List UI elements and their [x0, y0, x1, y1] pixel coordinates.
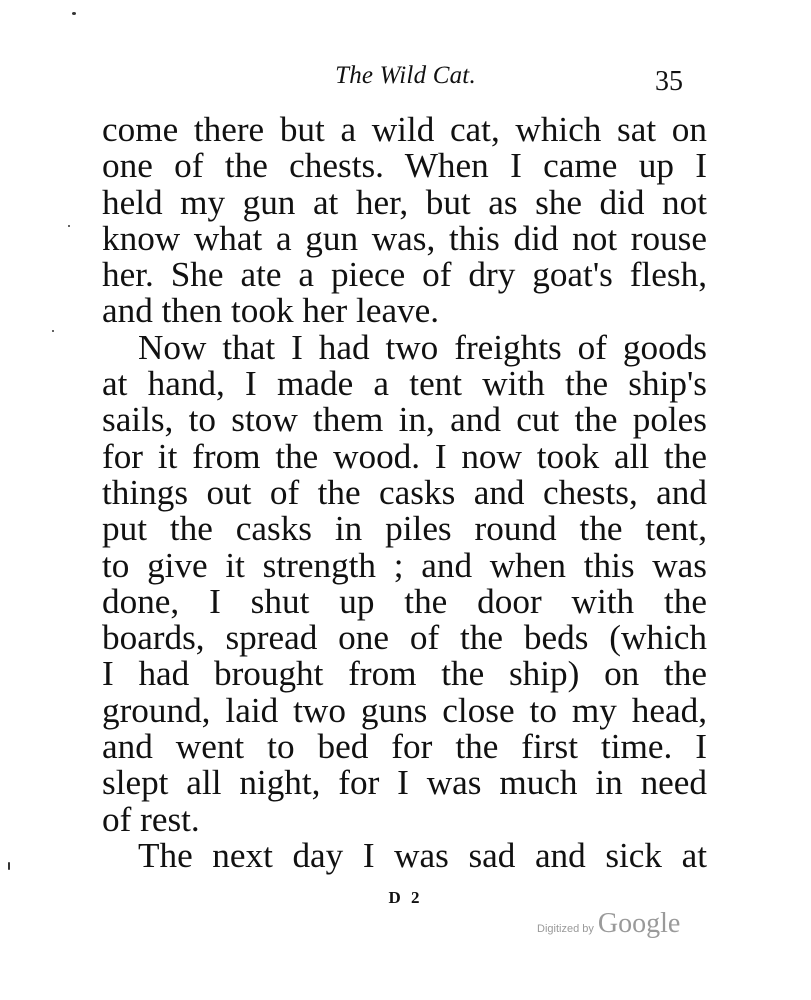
scan-speck — [72, 12, 76, 15]
page-number: 35 — [655, 66, 683, 97]
text-line: at hand, I made a tent with the ship's — [102, 364, 707, 404]
text-line: her. She ate a piece of dry goat's flesh, — [102, 255, 707, 295]
text-line: ground, laid two guns close to my head, — [102, 690, 707, 730]
text-line: Now that I had two freights of goods — [138, 327, 707, 367]
text-line: put the casks in piles round the tent, — [102, 509, 707, 549]
text-line: boards, spread one of the beds (which — [102, 618, 707, 658]
watermark-prefix: Digitized by — [537, 923, 594, 935]
running-head-title: The Wild Cat. — [335, 62, 476, 89]
scan-speck — [8, 862, 10, 870]
text-line: done, I shut up the door with the — [102, 581, 707, 621]
text-line: slept all night, for I was much in need — [102, 763, 707, 803]
text-line: of rest. — [102, 799, 200, 839]
scan-speck — [52, 330, 54, 332]
text-line: sails, to stow them in, and cut the poles — [102, 400, 707, 440]
text-line: one of the chests. When I came up I — [102, 146, 707, 186]
text-line: and went to bed for the first time. I — [102, 727, 707, 767]
text-line: held my gun at her, but as she did not — [102, 182, 707, 222]
text-line: to give it strength ; and when this was — [102, 545, 707, 585]
text-line: know what a gun was, this did not rouse — [102, 218, 707, 258]
signature-mark: D 2 — [388, 888, 423, 907]
google-logo: Google — [597, 908, 681, 939]
text-line: I had brought from the ship) on the — [102, 654, 707, 694]
text-line: things out of the casks and chests, and — [102, 472, 707, 512]
text-line: The next day I was sad and sick at — [138, 835, 707, 875]
text-line: for it from the wood. I now took all the — [102, 436, 707, 476]
digitized-watermark — [537, 908, 680, 940]
page-body — [102, 112, 707, 874]
text-line: and then took her leave. — [102, 291, 440, 331]
scan-speck — [68, 225, 70, 227]
text-line: come there but a wild cat, which sat on — [102, 110, 707, 149]
